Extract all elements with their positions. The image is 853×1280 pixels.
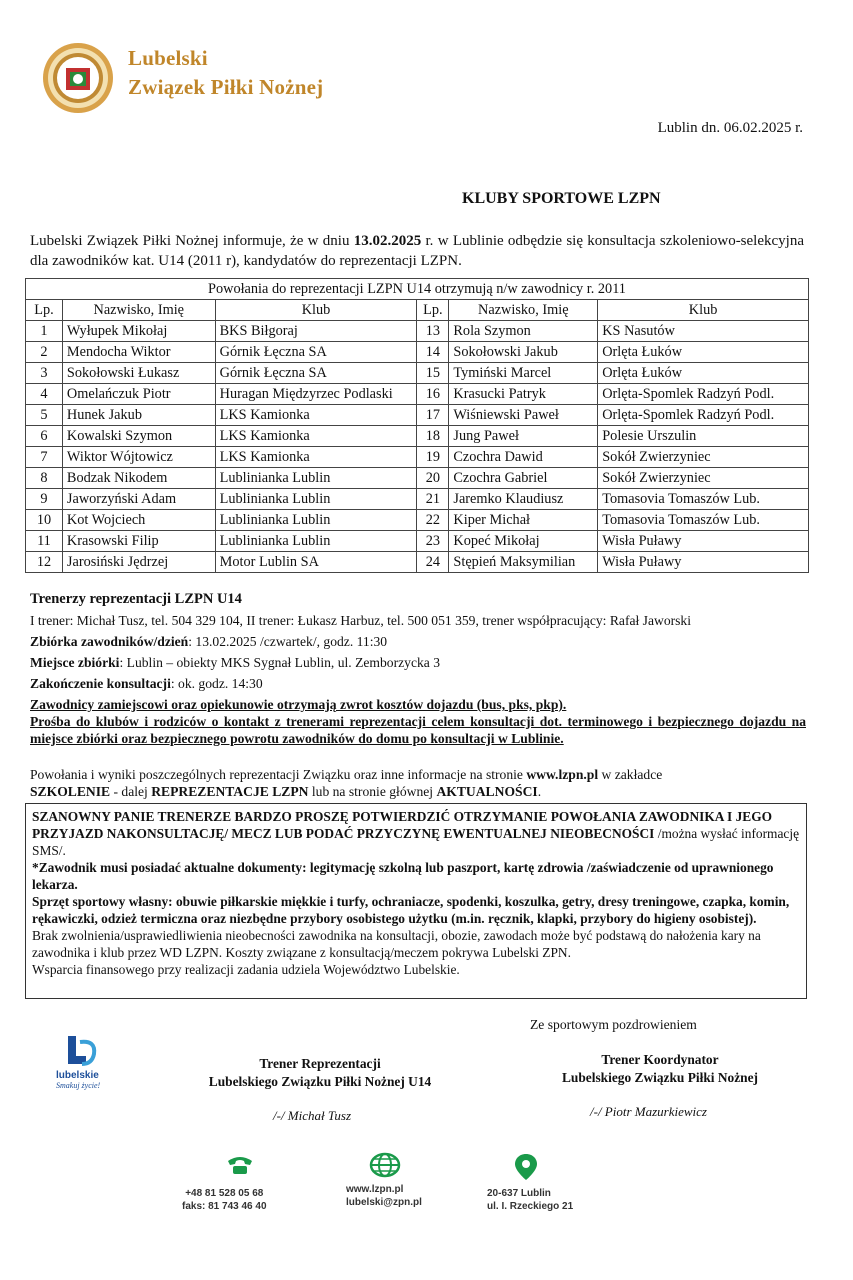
right-signature-name: /-/ Piotr Mazurkiewicz xyxy=(590,1104,707,1119)
table-cell-number: 20 xyxy=(417,468,449,489)
equipment-paragraph xyxy=(32,893,800,927)
table-cell-club: Wisła Puławy xyxy=(598,531,809,552)
table-cell-number: 2 xyxy=(26,342,63,363)
right-signature-title2: Lubelskiego Związku Piłki Nożnej xyxy=(561,1070,759,1085)
footer-email[interactable]: lubelski@zpn.pl xyxy=(346,1197,422,1208)
coaches-title: Trenerzy reprezentacji LZPN U14 xyxy=(30,591,242,607)
table-cell-number: 18 xyxy=(417,426,449,447)
table-cell-number: 5 xyxy=(26,405,63,426)
confirm-bold: SZANOWNY PANIE TRENERZE BARDZO PROSZĘ POTWIERDZIĆ OTRZYMANIE POWOŁANIA ZAWODNIKA I JEGO PRZYJAZD NAKONSULTACJĘ/ MECZ LUB PODAĆ PRZYCZYNĘ EWENTUALNEJ NIEOBECNOŚCI xyxy=(32,809,773,841)
table-cell-number: 11 xyxy=(26,531,63,552)
table-cell-name: Wiktor Wójtowicz xyxy=(62,447,215,468)
table-row xyxy=(26,552,809,573)
table-cell-club: LKS Kamionka xyxy=(215,405,417,426)
table-header-cell: Lp. xyxy=(26,300,63,321)
table-cell-name: Kot Wojciech xyxy=(62,510,215,531)
table-cell-club: Orlęta-Spomlek Radzyń Podl. xyxy=(598,405,809,426)
table-cell-number: 21 xyxy=(417,489,449,510)
table-header-row xyxy=(26,300,809,321)
phone-icon xyxy=(226,1155,254,1175)
info-text-1: Powołania i wyniki poszczególnych reprezentacji Związku oraz inne informacje na stronie xyxy=(30,767,527,782)
end-line xyxy=(30,676,263,692)
table-cell-club: Orlęta-Spomlek Radzyń Podl. xyxy=(598,384,809,405)
table-cell-number: 1 xyxy=(26,321,63,342)
table-row xyxy=(26,384,809,405)
info-text-5: . xyxy=(537,784,542,799)
table-cell-club: Lublinianka Lublin xyxy=(215,510,417,531)
table-cell-number: 10 xyxy=(26,510,63,531)
end-value: : ok. godz. 14:30 xyxy=(170,676,263,691)
table-caption: Powołania do reprezentacji LZPN U14 otrzymują n/w zawodnicy r. 2011 xyxy=(26,279,809,300)
table-cell-club: LKS Kamionka xyxy=(215,426,417,447)
table-cell-club: Motor Lublin SA xyxy=(215,552,417,573)
footer-address-line2: ul. I. Rzeckiego 21 xyxy=(487,1201,574,1212)
intro-paragraph xyxy=(30,231,804,271)
table-cell-name: Czochra Gabriel xyxy=(449,468,598,489)
table-cell-name: Jaremko Klaudiusz xyxy=(449,489,598,510)
org-name-line1: Lubelski xyxy=(128,46,208,70)
intro-date: 13.02.2025 xyxy=(353,233,422,249)
info-section-2: REPREZENTACJE LZPN xyxy=(151,784,309,799)
table-cell-name: Jaworzyński Adam xyxy=(62,489,215,510)
table-cell-club: BKS Biłgoraj xyxy=(215,321,417,342)
equipment-text: Sprzęt sportowy własny: obuwie piłkarskie miękkie i turfy, ochraniacze, spodenki, koszulka, getry, dresy treningowe, czapka, komin, rękawiczki, odzież termiczna oraz niezbędne przybory osobistego użytku (m.in. ręcznik, klapki, przybory do higieny osobistej). xyxy=(32,894,790,926)
table-cell-name: Jarosiński Jędrzej xyxy=(62,552,215,573)
footer-phone-block xyxy=(182,1187,267,1213)
info-section-3: AKTUALNOŚCI xyxy=(436,784,538,799)
org-name-line2: Związek Piłki Nożnej xyxy=(128,75,324,99)
coaches-line: I trener: Michał Tusz, tel. 504 329 104, II trener: Łukasz Harbuz, tel. 500 051 359, trener współpracujący: Rafał Jaworski xyxy=(30,613,692,628)
table-cell-club: Wisła Puławy xyxy=(598,552,809,573)
support-paragraph: Wsparcia finansowego przy realizacji zadania udziela Województwo Lubelskie. xyxy=(32,962,460,977)
gathering-line xyxy=(30,634,387,650)
info-section-1: SZKOLENIE xyxy=(30,784,111,799)
table-header-cell: Nazwisko, Imię xyxy=(62,300,215,321)
request-notice: Prośba do klubów i rodziców o kontakt z trenerami reprezentacji celem konsultacji dot. terminowego i bezpiecznego dojazdu na miejsce zbiórki oraz bezpiecznego powrotu zawodników do domu po konsultacji w Lublinie. xyxy=(30,714,806,746)
location-pin-icon xyxy=(514,1153,538,1181)
table-cell-club: Lublinianka Lublin xyxy=(215,468,417,489)
table-cell-name: Krasucki Patryk xyxy=(449,384,598,405)
place-value: : Lublin – obiekty MKS Sygnał Lublin, ul. Zemborzycka 3 xyxy=(119,655,441,670)
table-cell-name: Kopeć Mikołaj xyxy=(449,531,598,552)
lzpn-logo xyxy=(42,42,114,114)
table-cell-club: Sokół Zwierzyniec xyxy=(598,447,809,468)
footer-phone: +48 81 528 05 68 xyxy=(185,1188,264,1199)
table-cell-name: Krasowski Filip xyxy=(62,531,215,552)
left-signature-name: /-/ Michał Tusz xyxy=(273,1108,352,1123)
globe-icon xyxy=(369,1152,401,1178)
table-cell-number: 8 xyxy=(26,468,63,489)
table-row xyxy=(26,363,809,384)
table-cell-club: Górnik Łęczna SA xyxy=(215,363,417,384)
table-cell-number: 4 xyxy=(26,384,63,405)
left-signature-block xyxy=(180,1055,460,1091)
table-cell-name: Kiper Michał xyxy=(449,510,598,531)
footer-web[interactable]: www.lzpn.pl xyxy=(346,1184,404,1195)
table-cell-club: Lublinianka Lublin xyxy=(215,531,417,552)
table-cell-number: 17 xyxy=(417,405,449,426)
table-cell-name: Omelańczuk Piotr xyxy=(62,384,215,405)
info-text-4: lub na stronie głównej xyxy=(308,784,437,799)
table-cell-club: Orlęta Łuków xyxy=(598,363,809,384)
table-row xyxy=(26,447,809,468)
table-cell-number: 15 xyxy=(417,363,449,384)
documents-paragraph xyxy=(32,859,800,893)
table-cell-number: 9 xyxy=(26,489,63,510)
info-paragraph xyxy=(30,766,806,800)
table-cell-number: 12 xyxy=(26,552,63,573)
table-cell-club: Lublinianka Lublin xyxy=(215,489,417,510)
table-cell-number: 24 xyxy=(417,552,449,573)
table-cell-name: Hunek Jakub xyxy=(62,405,215,426)
table-cell-club: Tomasovia Tomaszów Lub. xyxy=(598,489,809,510)
table-cell-number: 7 xyxy=(26,447,63,468)
table-cell-number: 13 xyxy=(417,321,449,342)
info-text-2: w zakładce xyxy=(598,767,663,782)
instructions-box xyxy=(25,803,807,999)
table-row xyxy=(26,405,809,426)
table-cell-name: Wyłupek Mikołaj xyxy=(62,321,215,342)
documents-text: *Zawodnik musi posiadać aktualne dokumenty: legitymację szkolną lub paszport, kartę zdrowia /zaświadczenie od uprawnionego lekarza. xyxy=(32,860,774,892)
table-cell-name: Czochra Dawid xyxy=(449,447,598,468)
info-text-3: - dalej xyxy=(110,784,152,799)
document-heading: KLUBY SPORTOWE LZPN xyxy=(462,190,661,207)
region-logo xyxy=(56,1034,116,1096)
table-header-cell: Klub xyxy=(598,300,809,321)
table-cell-name: Tymiński Marcel xyxy=(449,363,598,384)
roster-table xyxy=(25,278,809,573)
table-cell-club: LKS Kamionka xyxy=(215,447,417,468)
table-header-cell: Klub xyxy=(215,300,417,321)
table-row xyxy=(26,321,809,342)
table-cell-club: Sokół Zwierzyniec xyxy=(598,468,809,489)
table-cell-name: Stępień Maksymilian xyxy=(449,552,598,573)
table-cell-number: 3 xyxy=(26,363,63,384)
footer-address-block xyxy=(487,1187,573,1213)
table-cell-number: 16 xyxy=(417,384,449,405)
table-row xyxy=(26,426,809,447)
table-cell-number: 19 xyxy=(417,447,449,468)
right-signature-title1: Trener Koordynator xyxy=(601,1052,719,1067)
table-row xyxy=(26,468,809,489)
table-row xyxy=(26,342,809,363)
table-cell-name: Rola Szymon xyxy=(449,321,598,342)
region-logo-slogan: Smakuj życie! xyxy=(56,1081,101,1090)
table-cell-name: Bodzak Nikodem xyxy=(62,468,215,489)
table-cell-club: Polesie Urszulin xyxy=(598,426,809,447)
end-label: Zakończenie konsultacji xyxy=(30,676,171,691)
footer-address-line1: 20-637 Lublin xyxy=(487,1188,551,1199)
table-cell-club: Tomasovia Tomaszów Lub. xyxy=(598,510,809,531)
table-row xyxy=(26,531,809,552)
table-cell-club: Orlęta Łuków xyxy=(598,342,809,363)
confirm-paragraph xyxy=(32,808,800,859)
right-signature-block xyxy=(530,1051,790,1087)
table-cell-name: Sokołowski Łukasz xyxy=(62,363,215,384)
table-cell-number: 23 xyxy=(417,531,449,552)
table-header-cell: Lp. xyxy=(417,300,449,321)
gathering-value: : 13.02.2025 /czwartek/, godz. 11:30 xyxy=(188,634,388,649)
table-cell-number: 14 xyxy=(417,342,449,363)
table-cell-number: 6 xyxy=(26,426,63,447)
info-site-link[interactable]: www.lzpn.pl xyxy=(526,767,599,782)
intro-text-2: r. w Lublinie odbędzie się konsultacja szkoleniowo-selekcyjna dla zawodników kat. U14 (2011 r), kandydatów do reprezentacji LZPN. xyxy=(30,233,804,269)
table-cell-club: Huragan Międzyrzec Podlaski xyxy=(215,384,417,405)
gathering-label: Zbiórka zawodników/dzień xyxy=(30,634,189,649)
table-cell-name: Jung Paweł xyxy=(449,426,598,447)
document-date: Lublin dn. 06.02.2025 r. xyxy=(657,120,803,136)
table-cell-club: Górnik Łęczna SA xyxy=(215,342,417,363)
table-cell-name: Sokołowski Jakub xyxy=(449,342,598,363)
left-signature-title2: Lubelskiego Związku Piłki Nożnej U14 xyxy=(208,1074,432,1089)
regards-text: Ze sportowym pozdrowieniem xyxy=(530,1017,697,1032)
table-header-cell: Nazwisko, Imię xyxy=(449,300,598,321)
left-signature-title1: Trener Reprezentacji xyxy=(259,1056,381,1071)
notices-block xyxy=(30,696,806,747)
table-row xyxy=(26,489,809,510)
place-label: Miejsce zbiórki xyxy=(30,655,120,670)
table-cell-name: Mendocha Wiktor xyxy=(62,342,215,363)
penalty-paragraph: Brak zwolnienia/usprawiedliwienia nieobecności zawodnika na konsultacji, obozie, zawodach może być podstawą do nałożenia kary na zawodnika i klub przez WD LZPN. Koszty związane z konsultacją/meczem pokrywa Lubelski ZPN. xyxy=(32,928,761,960)
table-cell-name: Kowalski Szymon xyxy=(62,426,215,447)
region-logo-word: lubelskie xyxy=(56,1070,99,1081)
table-cell-name: Wiśniewski Paweł xyxy=(449,405,598,426)
table-cell-club: KS Nasutów xyxy=(598,321,809,342)
footer-fax: faks: 81 743 46 40 xyxy=(182,1201,267,1212)
place-line xyxy=(30,655,440,671)
footer-web-block xyxy=(346,1183,422,1209)
table-cell-number: 22 xyxy=(417,510,449,531)
region-logo-icon xyxy=(62,1034,102,1070)
intro-text-1: Lubelski Związek Piłki Nożnej informuje, że w dniu xyxy=(30,233,354,249)
refund-notice: Zawodnicy zamiejscowi oraz opiekunowie otrzymają zwrot kosztów dojazdu (bus, pks, pkp). xyxy=(30,697,567,712)
confirm-rest: /można wysłać informację SMS/. xyxy=(32,826,800,858)
table-row xyxy=(26,510,809,531)
